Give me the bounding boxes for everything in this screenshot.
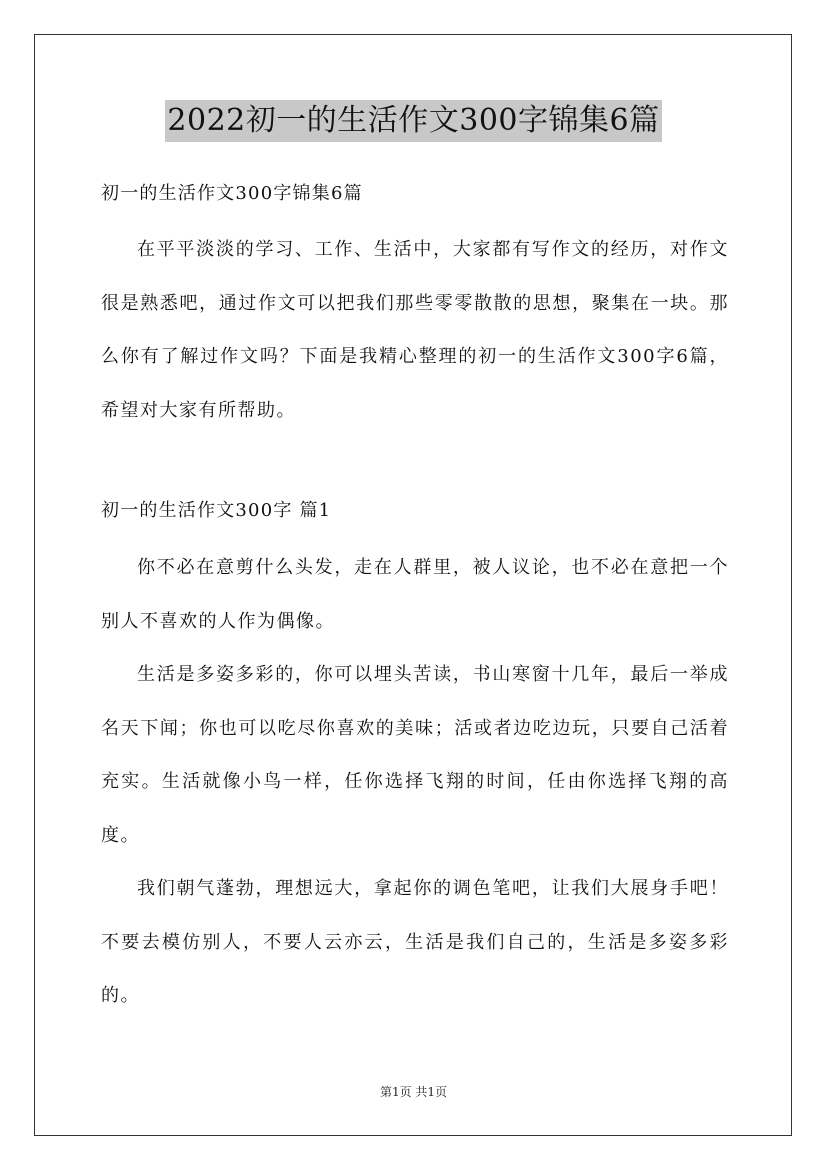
body-paragraph-3: 我们朝气蓬勃，理想远大，拿起你的调色笔吧，让我们大展身手吧！不要去模仿别人，不要人云亦云，生活是我们自己的，生活是多姿多彩的。 (101, 878, 729, 1006)
body-paragraph-1: 你不必在意剪什么头发，走在人群里，被人议论，也不必在意把一个别人不喜欢的人作为偶像。 (101, 557, 729, 632)
page-footer: 第1页 共1页 (379, 1085, 448, 1099)
body-paragraph-2: 生活是多姿多彩的，你可以埋头苦读，书山寒窗十几年，最后一举成名天下闻；你也可以吃尽你喜欢的美味；活或者边吃边玩，只要自己活着充实。生活就像小鸟一样，任你选择飞翔的时间，任由你选择飞翔的高度。 (101, 664, 729, 846)
intro-paragraph: 在平平淡淡的学习、工作、生活中，大家都有写作文的经历，对作文很是熟悉吧，通过作文可以把我们那些零零散散的思想，聚集在一块。那么你有了解过作文吗？下面是我精心整理的初一的生活作文300字6篇，希望对大家有所帮助。 (101, 239, 729, 421)
section-heading: 初一的生活作文300字 篇1 (101, 500, 332, 521)
document-subtitle: 初一的生活作文300字锦集6篇 (101, 183, 363, 204)
title-wrapper (0, 100, 827, 142)
document-body (101, 176, 729, 1023)
section-spacer (101, 437, 729, 493)
document-title: 2022初一的生活作文300字锦集6篇 (165, 100, 661, 142)
